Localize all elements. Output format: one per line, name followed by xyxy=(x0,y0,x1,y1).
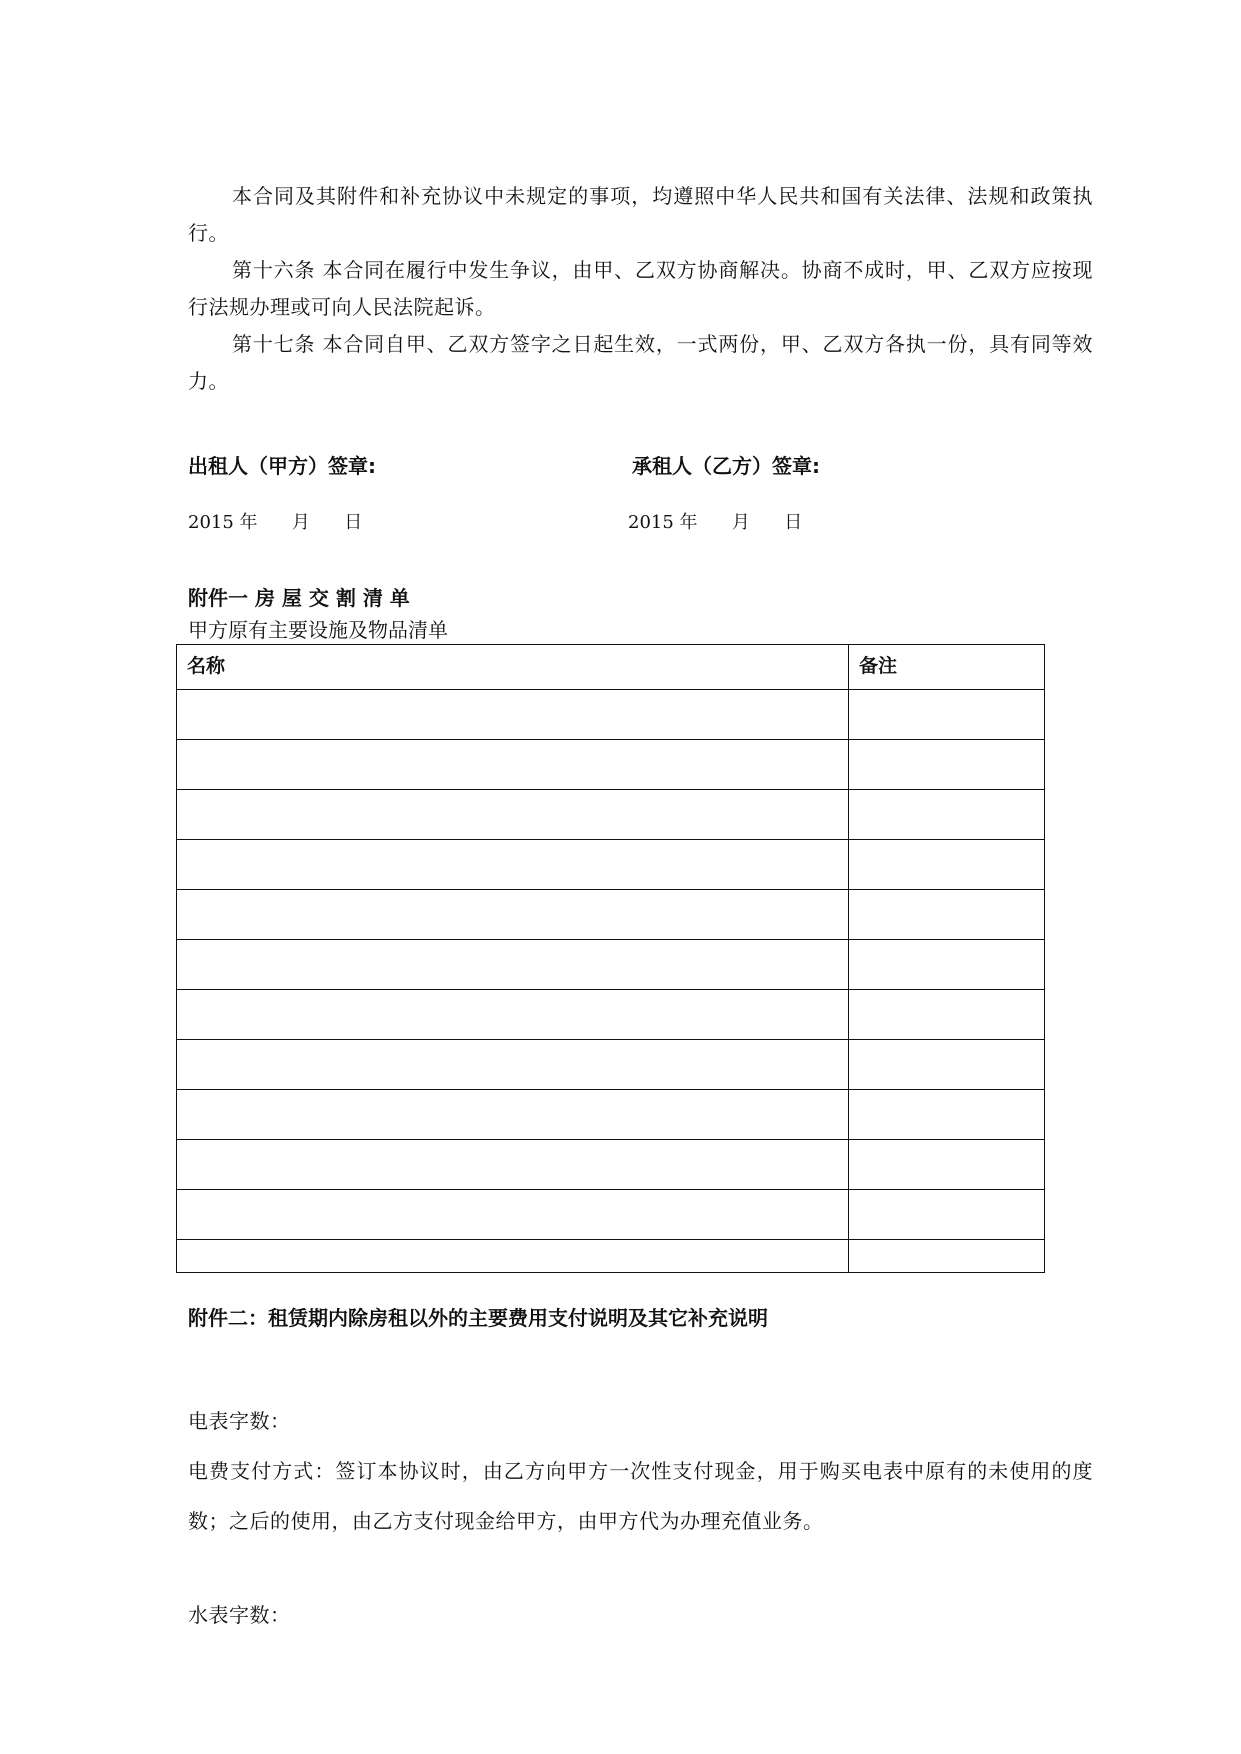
table-cell[interactable] xyxy=(177,790,849,840)
table-row xyxy=(177,740,1045,790)
table-row xyxy=(177,1090,1045,1140)
column-header-name: 名称 xyxy=(177,645,849,690)
table-row xyxy=(177,990,1045,1040)
table-cell[interactable] xyxy=(849,1090,1045,1140)
table-cell[interactable] xyxy=(177,1090,849,1140)
table-row xyxy=(177,840,1045,890)
table-cell[interactable] xyxy=(849,1190,1045,1240)
table-cell[interactable] xyxy=(177,1240,849,1273)
table-row xyxy=(177,790,1045,840)
water-meter-label: 水表字数： xyxy=(188,1603,291,1627)
table-row xyxy=(177,1040,1045,1090)
table-cell[interactable] xyxy=(849,990,1045,1040)
table-header-row xyxy=(177,645,1045,690)
inventory-table xyxy=(176,644,1045,1273)
table-cell[interactable] xyxy=(177,1040,849,1090)
table-row xyxy=(177,690,1045,740)
attachment-one-subtitle: 甲方原有主要设施及物品清单 xyxy=(188,618,448,642)
table-cell[interactable] xyxy=(177,940,849,990)
table-cell[interactable] xyxy=(849,890,1045,940)
electric-meter-label: 电表字数： xyxy=(188,1409,291,1433)
table-cell[interactable] xyxy=(849,1240,1045,1273)
lessee-date: 2015 年 月 日 xyxy=(628,512,803,533)
table-cell[interactable] xyxy=(177,740,849,790)
table-cell[interactable] xyxy=(849,740,1045,790)
table-cell[interactable] xyxy=(849,940,1045,990)
table-row xyxy=(177,1240,1045,1273)
table-cell[interactable] xyxy=(849,690,1045,740)
table-cell[interactable] xyxy=(849,840,1045,890)
table-row xyxy=(177,1140,1045,1190)
clause-17: 第十七条 本合同自甲、乙双方签字之日起生效，一式两份，甲、乙双方各执一份，具有同等效力。 xyxy=(188,332,1093,393)
table-cell[interactable] xyxy=(849,1040,1045,1090)
table-cell[interactable] xyxy=(177,840,849,890)
table-cell[interactable] xyxy=(849,1140,1045,1190)
table-row xyxy=(177,1190,1045,1240)
electric-payment-text: 电费支付方式：签订本协议时，由乙方向甲方一次性支付现金，用于购买电表中原有的未使用的度数；之后的使用，由乙方支付现金给甲方，由甲方代为办理充值业务。 xyxy=(188,1459,1093,1533)
table-cell[interactable] xyxy=(177,1190,849,1240)
clause-general: 本合同及其附件和补充协议中未规定的事项，均遵照中华人民共和国有关法律、法规和政策执行。 xyxy=(188,184,1093,245)
lessee-signature-label: 承租人（乙方）签章: xyxy=(632,454,820,478)
table-cell[interactable] xyxy=(177,1140,849,1190)
table-cell[interactable] xyxy=(177,890,849,940)
clause-16: 第十六条 本合同在履行中发生争议，由甲、乙双方协商解决。协商不成时，甲、乙双方应按现行法规办理或可向人民法院起诉。 xyxy=(188,258,1093,319)
lessor-signature-label: 出租人（甲方）签章: xyxy=(188,454,376,478)
table-row xyxy=(177,890,1045,940)
column-header-remark: 备注 xyxy=(849,645,1045,690)
table-cell[interactable] xyxy=(177,990,849,1040)
attachment-one-title: 附件一 房 屋 交 割 清 单 xyxy=(188,586,410,610)
table-row xyxy=(177,940,1045,990)
attachment-two-title: 附件二：租赁期内除房租以外的主要费用支付说明及其它补充说明 xyxy=(188,1306,768,1330)
table-cell[interactable] xyxy=(177,690,849,740)
table-cell[interactable] xyxy=(849,790,1045,840)
lessor-date: 2015 年 月 日 xyxy=(188,512,363,533)
